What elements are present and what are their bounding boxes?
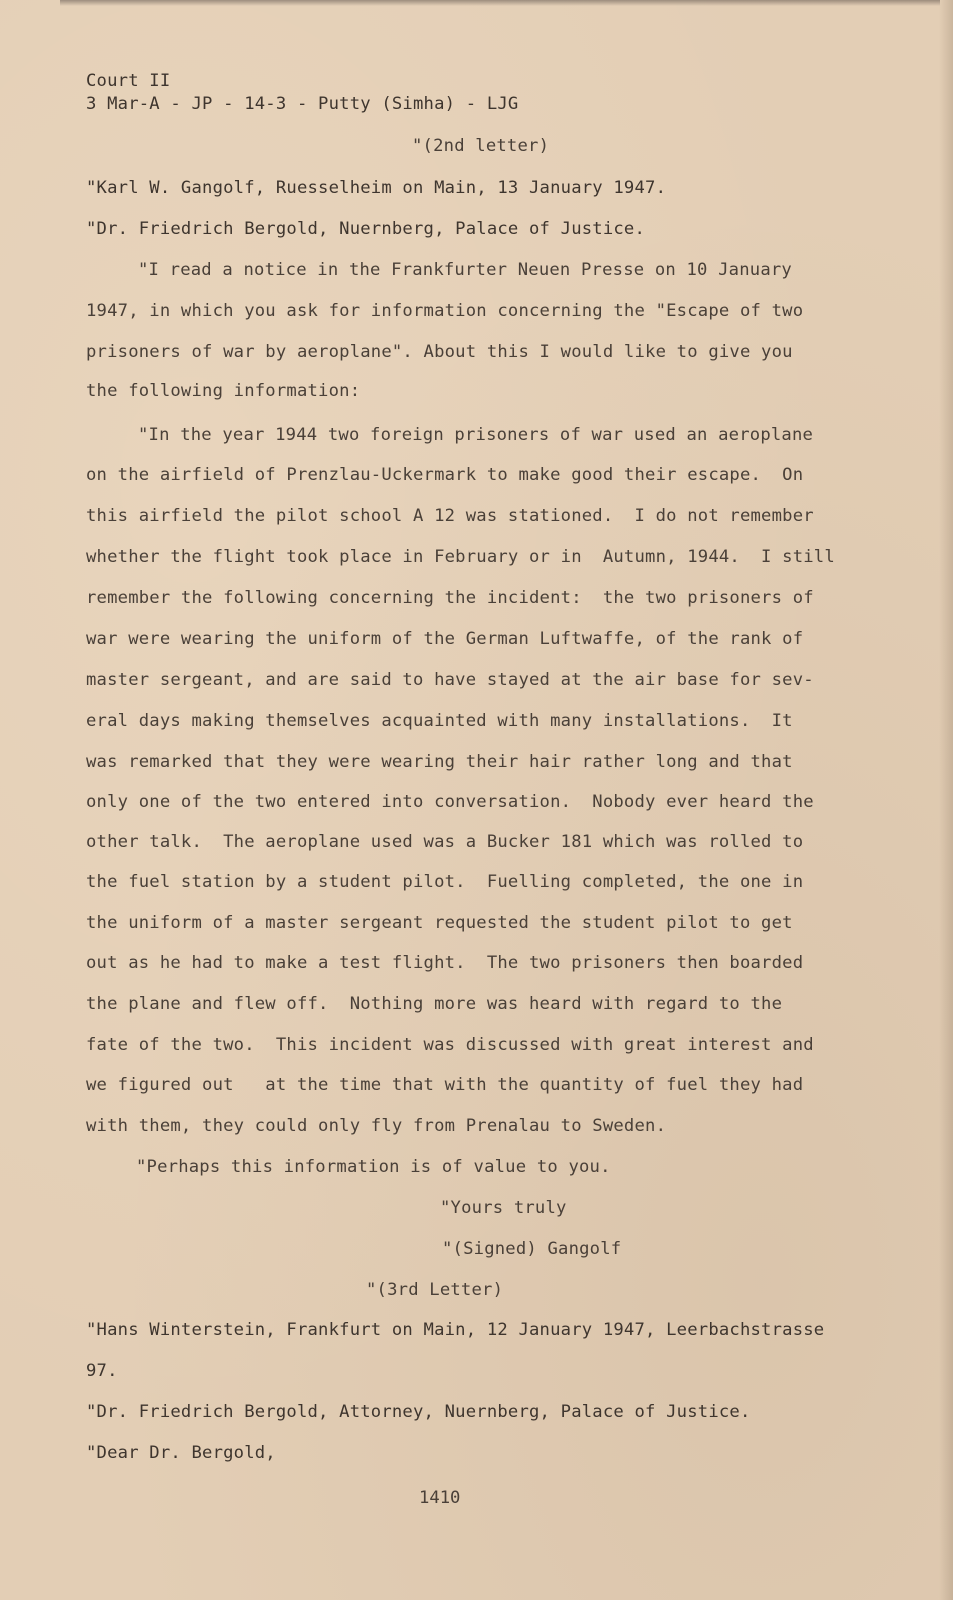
- letter2-p2-line: out as he had to make a test flight. The two prisoners then boarded: [86, 953, 804, 973]
- letter2-p3: "Perhaps this information is of value to you.: [136, 1157, 611, 1177]
- page-top-edge: [60, 0, 940, 6]
- letter2-p2-line: on the airfield of Prenzlau-Uckermark to make good their escape. On: [86, 465, 804, 485]
- letter2-p2-line: only one of the two entered into conversation. Nobody ever heard the: [86, 792, 814, 812]
- letter2-title: "(2nd letter): [412, 136, 550, 156]
- letter3-sender-line: "Hans Winterstein, Frankfurt on Main, 12 January 1947, Leerbachstrasse: [86, 1320, 825, 1340]
- letter2-p2-line: the uniform of a master sergeant requested the student pilot to get: [86, 913, 793, 933]
- letter2-p2-line: other talk. The aeroplane used was a Bucker 181 which was rolled to: [86, 832, 804, 852]
- letter2-p1-line: 1947, in which you ask for information concerning the "Escape of two: [86, 301, 804, 321]
- letter2-p2-line: with them, they could only fly from Prenalau to Sweden.: [86, 1116, 667, 1136]
- letter3-sender-line: 97.: [86, 1361, 118, 1381]
- page-right-edge: [939, 0, 953, 1600]
- letter2-p2-line: eral days making themselves acquainted with many installations. It: [86, 711, 793, 731]
- letter2-p1-line: the following information:: [86, 381, 361, 401]
- letter2-p2-line: "In the year 1944 two foreign prisoners of war used an aeroplane: [138, 425, 814, 445]
- letter2-p2-line: master sergeant, and are said to have stayed at the air base for sev-: [86, 670, 814, 690]
- letter2-recipient: "Dr. Friedrich Bergold, Nuernberg, Palace of Justice.: [86, 219, 646, 239]
- letter3-salutation: "Dear Dr. Bergold,: [86, 1443, 276, 1463]
- case-reference: 3 Mar-A - JP - 14-3 - Putty (Simha) - LJG: [86, 94, 519, 114]
- letter3-recipient: "Dr. Friedrich Bergold, Attorney, Nuernberg, Palace of Justice.: [86, 1402, 751, 1422]
- letter2-p2-line: this airfield the pilot school A 12 was stationed. I do not remember: [86, 506, 814, 526]
- letter2-sender: "Karl W. Gangolf, Ruesselheim on Main, 13 January 1947.: [86, 178, 667, 198]
- letter2-p2-line: remember the following concerning the incident: the two prisoners of: [86, 588, 814, 608]
- court-label: Court II: [86, 71, 171, 91]
- letter2-p2-line: fate of the two. This incident was discussed with great interest and: [86, 1035, 814, 1055]
- letter2-closing: "Yours truly: [440, 1198, 567, 1218]
- letter2-p1-line: "I read a notice in the Frankfurter Neuen Presse on 10 January: [138, 260, 792, 280]
- letter3-title: "(3rd Letter): [366, 1280, 504, 1300]
- letter2-p2-line: whether the flight took place in February or in Autumn, 1944. I still: [86, 547, 835, 567]
- letter2-p2-line: the plane and flew off. Nothing more was heard with regard to the: [86, 994, 783, 1014]
- letter2-p2-line: war were wearing the uniform of the German Luftwaffe, of the rank of: [86, 629, 804, 649]
- letter2-p2-line: was remarked that they were wearing their hair rather long and that: [86, 752, 793, 772]
- letter2-p2-line: the fuel station by a student pilot. Fuelling completed, the one in: [86, 872, 804, 892]
- letter2-p1-line: prisoners of war by aeroplane". About this I would like to give you: [86, 342, 793, 362]
- letter2-signature: "(Signed) Gangolf: [442, 1239, 622, 1259]
- letter2-p2-line: we figured out at the time that with the quantity of fuel they had: [86, 1075, 804, 1095]
- page-number: 1410: [419, 1488, 461, 1508]
